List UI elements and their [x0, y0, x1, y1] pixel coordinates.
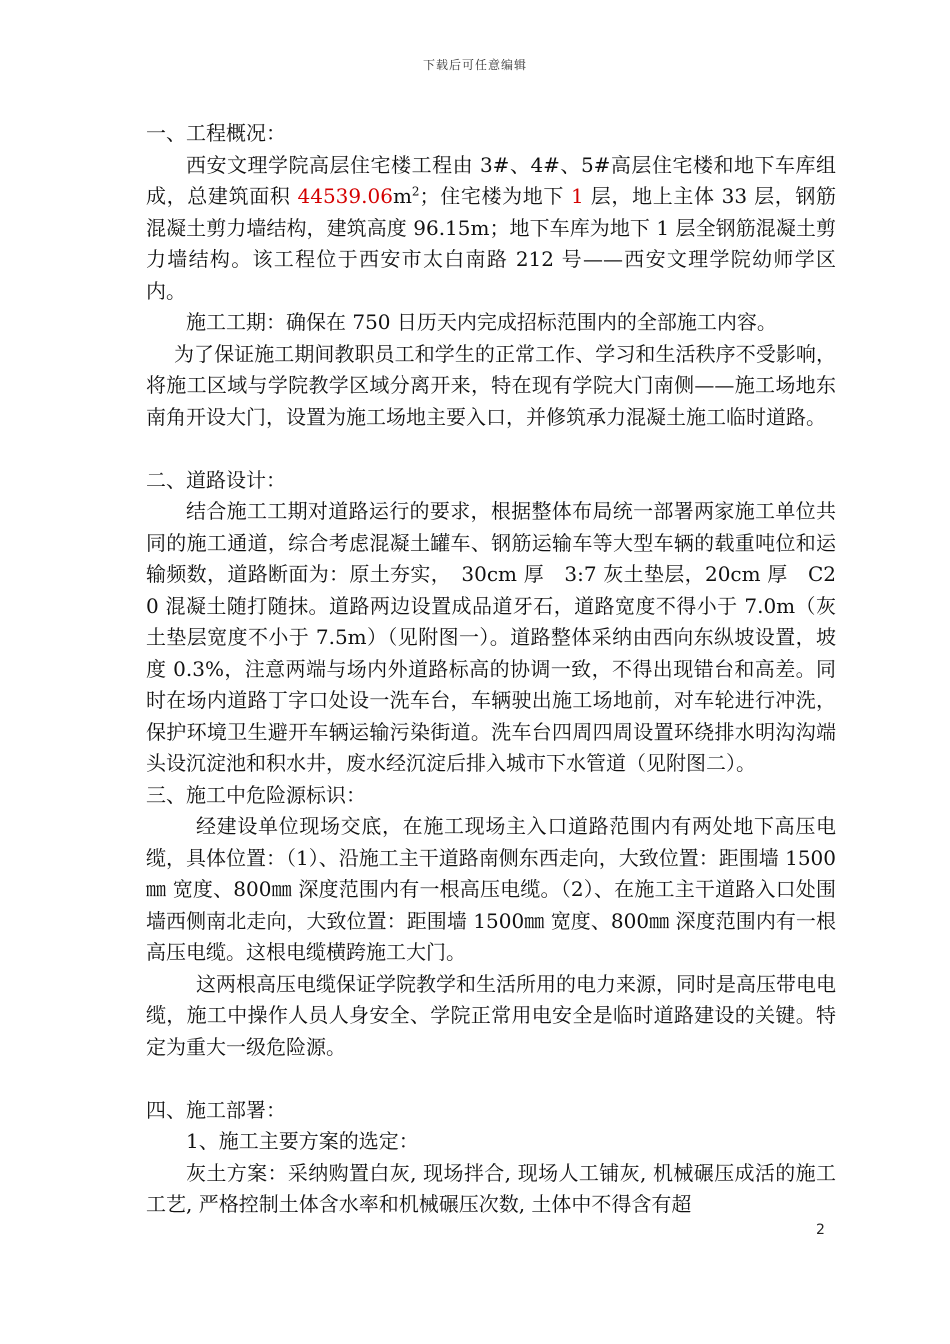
area-unit: m — [392, 184, 412, 208]
blank-line — [146, 1063, 836, 1095]
area-unit-superscript: 2 — [411, 184, 420, 199]
text-segment: 层，地上主体 33 层，钢筋混凝土剪力墙结构，建筑高度 96.15m；地下车库为地下 1 层全钢筋混凝土剪力墙结构。该工程位于西安市太白南路 212 号——西安文理学院幼师学区内。 — [146, 184, 837, 303]
blank-line — [146, 433, 836, 465]
document-body — [146, 118, 836, 1221]
total-area-value: 44539.06 — [297, 184, 393, 208]
paragraph-site-entrance: 为了保证施工期间教职员工和学生的正常工作、学习和生活秩序不受影响，将施工区域与学院教学区域分离开来，特在现有学院大门南侧——施工场地东南角开设大门，设置为施工场地主要入口，并修筑承力混凝土施工临时道路。 — [146, 341, 836, 429]
paragraph-plan-selection: 1、施工主要方案的选定： — [186, 1129, 419, 1153]
section-heading-hazards: 三、施工中危险源标识： — [146, 782, 366, 807]
text-segment: 西安文理学院高层住宅楼工程由 3#、4#、5#高层住宅楼和地下车库组成，总建筑面积 — [146, 152, 836, 208]
header-note: 下载后可任意编辑 — [422, 58, 527, 72]
section-heading-road-design: 二、道路设计： — [146, 467, 286, 492]
underground-floors-value: 1 — [571, 184, 584, 208]
paragraph-hazard-level: 这两根高压电缆保证学院教学和生活所用的电力来源，同时是高压带电电缆，施工中操作人员人身安全、学院正常用电安全是临时道路建设的关键。特定为重大一级危险源。 — [146, 971, 836, 1059]
section-heading-overview: 一、工程概况： — [146, 121, 286, 145]
page-number: 2 — [816, 1222, 825, 1238]
paragraph-schedule: 施工工期：确保在 750 日历天内完成招标范围内的全部施工内容。 — [186, 310, 777, 334]
paragraph-hazard-cables: 经建设单位现场交底，在施工现场主入口道路范围内有两处地下高压电缆，具体位置：（1）、沿施工主干道路南侧东西走向，大致位置：距围墙 1500㎜ 宽度、800㎜ 深度范围内有一根高压电缆。（2）、在施工主干道路入口处围墙西侧南北走向，大致位置：距围墙 1500㎜ 宽度、800㎜ 深度范围内有一根高压电缆。这根电缆横跨施工大门。 — [146, 814, 836, 964]
paragraph-road-design: 结合施工工期对道路运行的要求，根据整体布局统一部署两家施工单位共同的施工通道，综合考虑混凝土罐车、钢筋运输车等大型车辆的载重吨位和运输频数，道路断面为：原土夯实， 30cm 厚 3:7 灰土垫层，20cm 厚 C20 混凝土随打随抹。道路两边设置成品道牙石，道路宽度不得小于 7.0m（灰土垫层宽度不小于 7.5m）（见附图一）。道路整体采纳由西向东纵坡设置，坡度 0.3%，注意两端与场内外道路标高的协调一致，不得出现错台和高差。同时在场内道路丁字口处设一洗车台，车辆驶出施工场地前，对车轮进行冲洗，保护环境卫生避开车辆运输污染街道。洗车台四周四周设置环绕排水明沟沟端头设沉淀池和积水井，废水经沉淀后排入城市下水管道（见附图二）。 — [146, 499, 836, 775]
text-segment: ；住宅楼为地下 — [419, 184, 572, 208]
paragraph-overview-intro — [146, 150, 836, 308]
section-heading-deployment: 四、施工部署： — [146, 1097, 286, 1122]
paragraph-lime-soil-plan: 灰土方案：采纳购置白灰, 现场拌合, 现场人工铺灰, 机械碾压成活的施工工艺, 严格控制土体含水率和机械碾压次数, 土体中不得含有超 — [146, 1160, 836, 1216]
